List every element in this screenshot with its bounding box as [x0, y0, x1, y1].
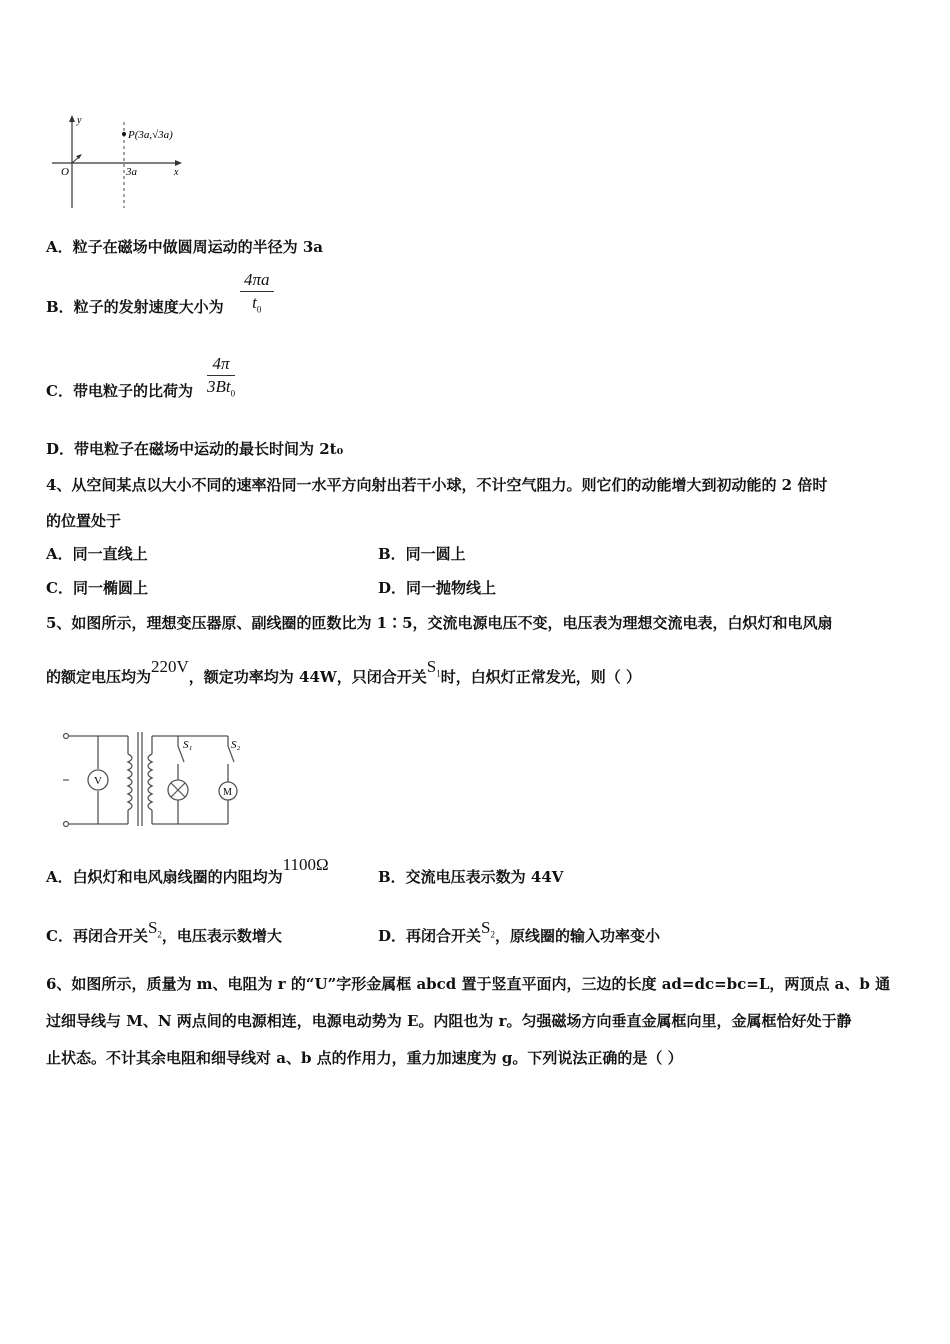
fraction-denominator: $t_0$ — [252, 293, 262, 315]
q3-option-a: A．粒子在磁场中做圆周运动的半径为 3a — [46, 238, 324, 256]
switch-s2-label: S₂ — [231, 739, 241, 751]
q3-option-c-text: C．带电粒子的比荷为 — [46, 382, 193, 400]
q3-option-b-text: B．粒子的发射速度大小为 — [46, 298, 224, 316]
tick-3a-label: 3a — [126, 166, 137, 178]
q5-option-d: D．再闭合开关$S_2$，原线圈的输入功率变小 — [378, 918, 660, 945]
q3-option-b-fraction — [240, 269, 274, 320]
fraction-numerator: 4π — [207, 353, 235, 376]
x-axis-label: x — [174, 167, 179, 178]
q4-stem-line1: 4、从空间某点以大小不同的速率沿同一水平方向射出若干小球，不计空气阻力。则它们的动能增大到初动能的 2 倍时 — [46, 476, 828, 494]
q4-option-b: B．同一圆上 — [378, 545, 466, 563]
y-axis-label: y — [77, 115, 82, 126]
q3-option-c-fraction — [207, 353, 235, 404]
fraction-denominator: $3Bt_0$ — [207, 377, 236, 399]
q3-option-d: D．带电粒子在磁场中运动的最长时间为 2t₀ — [46, 440, 344, 458]
origin-label: O — [61, 166, 69, 178]
motor-label: M — [223, 787, 232, 798]
q4-option-c: C．同一椭圆上 — [46, 579, 148, 597]
q4-stem-line2: 的位置处于 — [46, 512, 122, 530]
q6-stem-line1: 6、如图所示，质量为 m、电阻为 r 的“U”字形金属框 abcd 置于竖直平面内，三边的长度 ad=dc=bc=L，两顶点 a、b 通 — [46, 975, 891, 993]
transformer-circuit-figure — [56, 724, 252, 830]
y-axis-arrow-icon — [69, 115, 75, 122]
q4-option-d: D．同一抛物线上 — [378, 579, 497, 597]
q5-stem-line1: 5、如图所示，理想变压器原、副线圈的匝数比为 1∶5，交流电源电压不变，电压表为理想交流电表，白炽灯和电风扇 — [46, 614, 833, 632]
q5-option-b: B．交流电压表示数为 44V — [378, 868, 564, 886]
q5-option-c: C．再闭合开关$S_2$，电压表示数增大 — [46, 918, 282, 945]
x-axis-arrow-icon — [175, 160, 182, 166]
voltmeter-label: V — [94, 775, 102, 787]
switch-s1-label: S₁ — [183, 739, 193, 751]
q5-stem-line2: 的额定电压均为220V，额定功率均为 44W，只闭合开关$S_1$时，白炽灯正常发光，则（ ） — [46, 657, 641, 686]
point-p — [122, 132, 126, 136]
q5-option-a: A．白炽灯和电风扇线圈的内阻均为1100Ω — [46, 855, 329, 886]
point-p-label: P(3a,√3a) — [128, 129, 173, 141]
q6-stem-line2: 过细导线与 M、N 两点间的电源相连，电源电动势为 E。内阻也为 r。匀强磁场方向垂直金属框向里，金属框恰好处于静 — [46, 1012, 852, 1030]
fraction-numerator: 4πa — [240, 269, 274, 292]
q6-stem-line3: 止状态。不计其余电阻和细导线对 a、b 点的作用力，重力加速度为 g。下列说法正确的是（ ） — [46, 1049, 683, 1067]
coordinate-figure — [50, 112, 200, 212]
q4-option-a: A．同一直线上 — [46, 545, 148, 563]
